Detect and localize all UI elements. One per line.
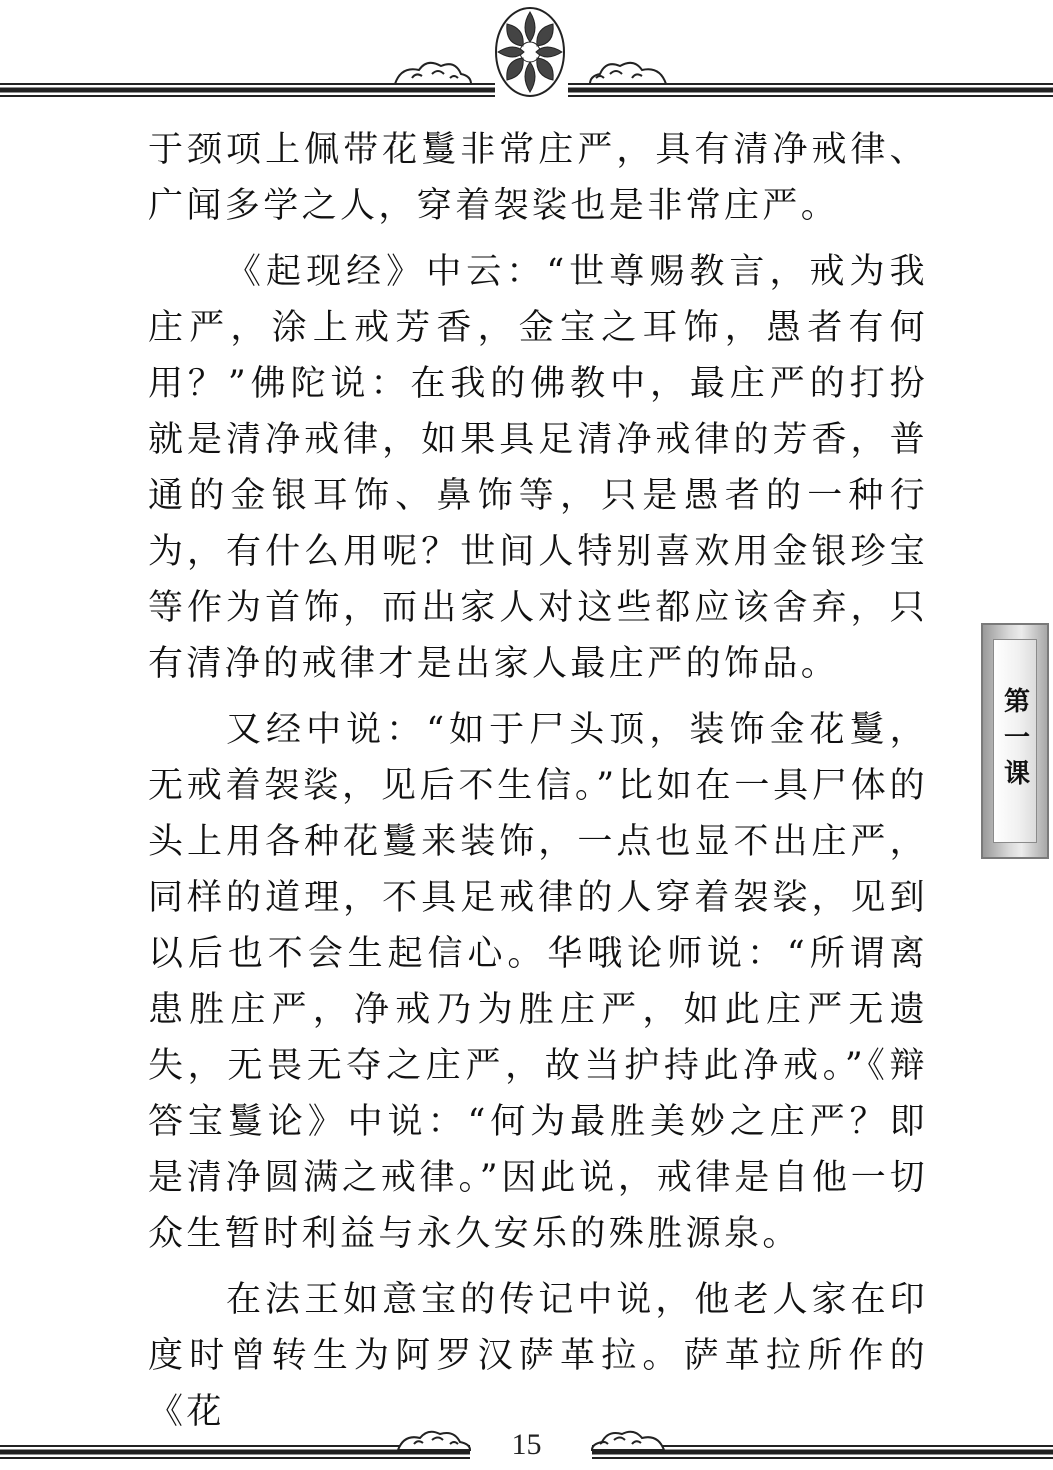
paragraph-2: 《起现经》中云：“世尊赐教言，戒为我庄严，涂上戒芳香，金宝之耳饰，愚者有何用？”佛陀说：在我的佛教中，最庄严的打扮就是清净戒律，如果具足清净戒律的芳香，普通的金银耳饰、鼻饰等，只是愚者的一种行为，有什么用呢？世间人特别喜欢用金银珍宝等作为首饰，而出家人对这些都应该舍弃，只有清净的戒律才是出家人最庄严的饰品。 xyxy=(148,252,928,684)
header-ornament xyxy=(0,0,1053,110)
lesson-side-tab-inner xyxy=(993,639,1037,843)
lesson-side-tab xyxy=(981,623,1049,859)
cloud-scroll-icon xyxy=(590,63,666,84)
paragraph-3: 又经中说：“如于尸头顶，装饰金花鬘，无戒着袈裟，见后不生信。”比如在一具尸体的头上用各种花鬘来装饰，一点也显不出庄严，同样的道理，不具足戒律的人穿着袈裟，见到以后也不会生起信心。华哦论师说：“所谓离患胜庄严，净戒乃为胜庄严，如此庄严无遗失，无畏无夺之庄严，故当护持此净戒。”《辩答宝鬘论》中说：“何为最胜美妙之庄严？即是清净圆满之戒律。”因此说，戒律是自他一切众生暂时利益与永久安乐的殊胜源泉。 xyxy=(148,710,928,1254)
paragraph-1: 于颈项上佩带花鬘非常庄严，具有清净戒律、广闻多学之人，穿着袈裟也是非常庄严。 xyxy=(148,130,928,226)
paragraph-4: 在法王如意宝的传记中说，他老人家在印度时曾转生为阿罗汉萨革拉。萨革拉所作的《花 xyxy=(148,1280,928,1432)
cloud-scroll-icon xyxy=(395,63,471,84)
page-number: 15 xyxy=(511,1428,542,1461)
lesson-label: 第一课 xyxy=(999,687,1030,795)
body-text xyxy=(148,122,928,1440)
lotus-ornament-icon xyxy=(496,8,564,96)
